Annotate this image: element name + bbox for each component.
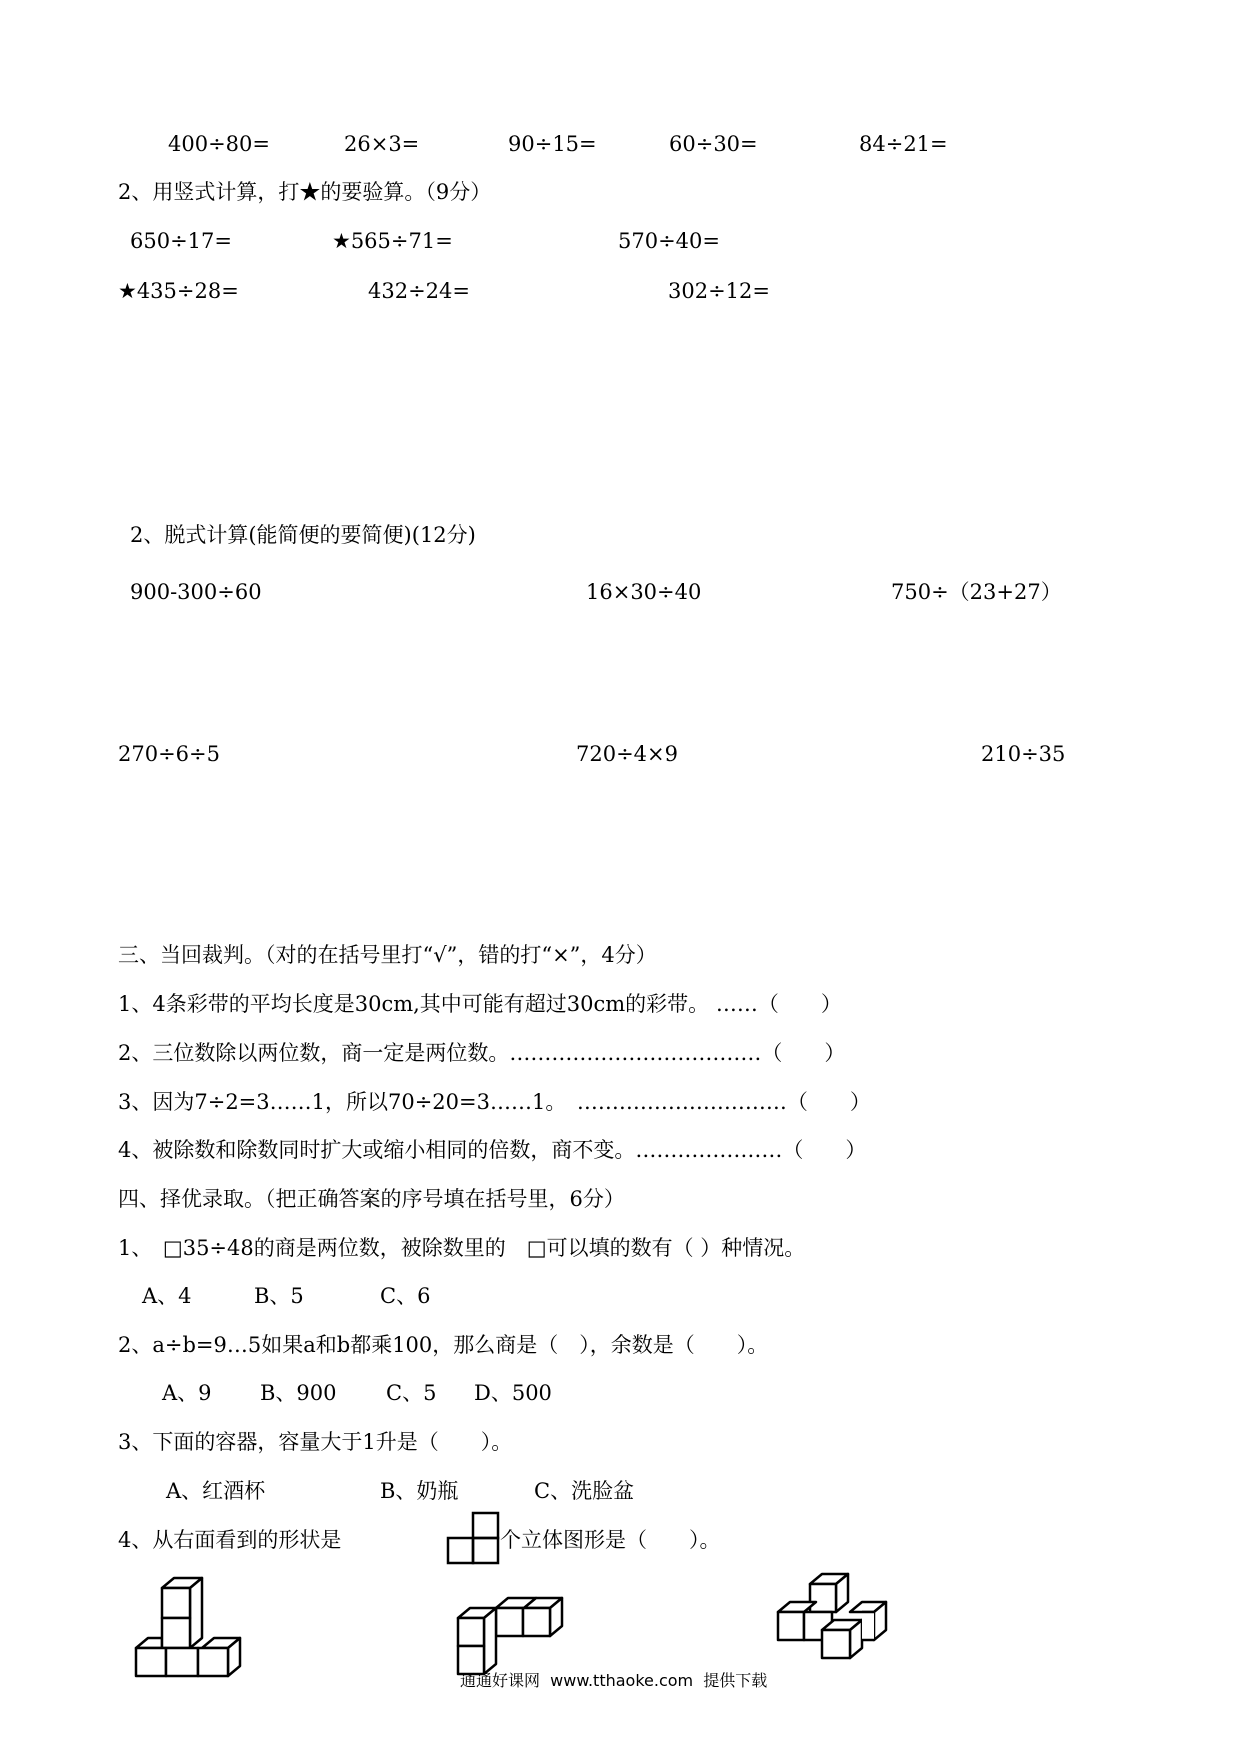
choose-q2-option: D、500 xyxy=(474,1381,552,1405)
choose-q2-option: C、5 xyxy=(386,1381,437,1405)
stepwise-calc-item: 720÷4×9 xyxy=(576,742,678,766)
oral-calc-4: 60÷30= xyxy=(669,132,758,156)
vertical-calc-item: ★565÷71= xyxy=(332,229,453,253)
footer-source: 通通好课网 www.tthaoke.com 提供下载 xyxy=(460,1671,768,1690)
judge-item: 1、4条彩带的平均长度是30cm,其中可能有超过30cm的彩带。 ……（ ） xyxy=(118,992,842,1016)
cube-figure-c xyxy=(776,1570,888,1674)
cube-figure-a xyxy=(134,1576,242,1678)
choose-q1-option: A、4 xyxy=(142,1284,192,1308)
choose-q2-option: A、9 xyxy=(162,1381,212,1405)
judge-item: 2、三位数除以两位数，商一定是两位数。………………………………（ ） xyxy=(118,1041,846,1065)
oral-calc-2: 26×3= xyxy=(344,132,420,156)
vertical-calc-item: 650÷17= xyxy=(130,229,232,253)
vertical-calc-item: 432÷24= xyxy=(368,279,470,303)
choose-q3-option: C、洗脸盆 xyxy=(534,1479,635,1503)
oral-calc-5: 84÷21= xyxy=(859,132,948,156)
choose-q2-option: B、900 xyxy=(260,1381,337,1405)
choose-section-title: 四、择优录取。（把正确答案的序号填在括号里，6分） xyxy=(118,1187,625,1211)
oral-calc-1: 400÷80= xyxy=(168,132,270,156)
vertical-calc-title: 2、用竖式计算，打★的要验算。（9分） xyxy=(118,180,492,204)
judge-section-title: 三、当回裁判。（对的在括号里打“√”，错的打“×”，4分） xyxy=(118,943,657,967)
stepwise-calc-item: 16×30÷40 xyxy=(586,580,702,604)
choose-q2: 2、a÷b=9…5如果a和b都乘100，那么商是（ ），余数是（ ）。 xyxy=(118,1333,769,1357)
choose-q1-option: C、6 xyxy=(380,1284,431,1308)
stepwise-calc-item: 270÷6÷5 xyxy=(118,742,220,766)
vertical-calc-item: 570÷40= xyxy=(618,229,720,253)
cube-figure-b xyxy=(456,1576,564,1678)
choose-q3-option: A、红酒杯 xyxy=(166,1479,266,1503)
judge-item: 4、被除数和除数同时扩大或缩小相同的倍数，商不变。…………………（ ） xyxy=(118,1138,867,1162)
choose-q1-option: B、5 xyxy=(254,1284,304,1308)
stepwise-calc-item: 750÷（23+27） xyxy=(891,580,1062,604)
vertical-calc-item: ★435÷28= xyxy=(118,279,239,303)
choose-q4-prefix: 4、从右面看到的形状是 xyxy=(118,1528,342,1552)
stepwise-calc-title: 2、脱式计算(能简便的要简便)(12分) xyxy=(130,523,476,547)
choose-q3: 3、下面的容器，容量大于1升是（ ）。 xyxy=(118,1430,513,1454)
judge-item: 3、因为7÷2=3……1，所以70÷20=3……1。 …………………………（ ） xyxy=(118,1090,871,1114)
right-view-shape-figure xyxy=(446,1510,502,1568)
vertical-calc-item: 302÷12= xyxy=(668,279,770,303)
choose-q1: 1、 □35÷48的商是两位数，被除数里的 □可以填的数有（ ）种情况。 xyxy=(118,1236,806,1260)
choose-q4-suffix: 个立体图形是（ ）。 xyxy=(500,1528,721,1552)
stepwise-calc-item: 900-300÷60 xyxy=(130,580,262,604)
stepwise-calc-item: 210÷35 xyxy=(981,742,1066,766)
oral-calc-3: 90÷15= xyxy=(508,132,597,156)
choose-q3-option: B、奶瓶 xyxy=(380,1479,459,1503)
